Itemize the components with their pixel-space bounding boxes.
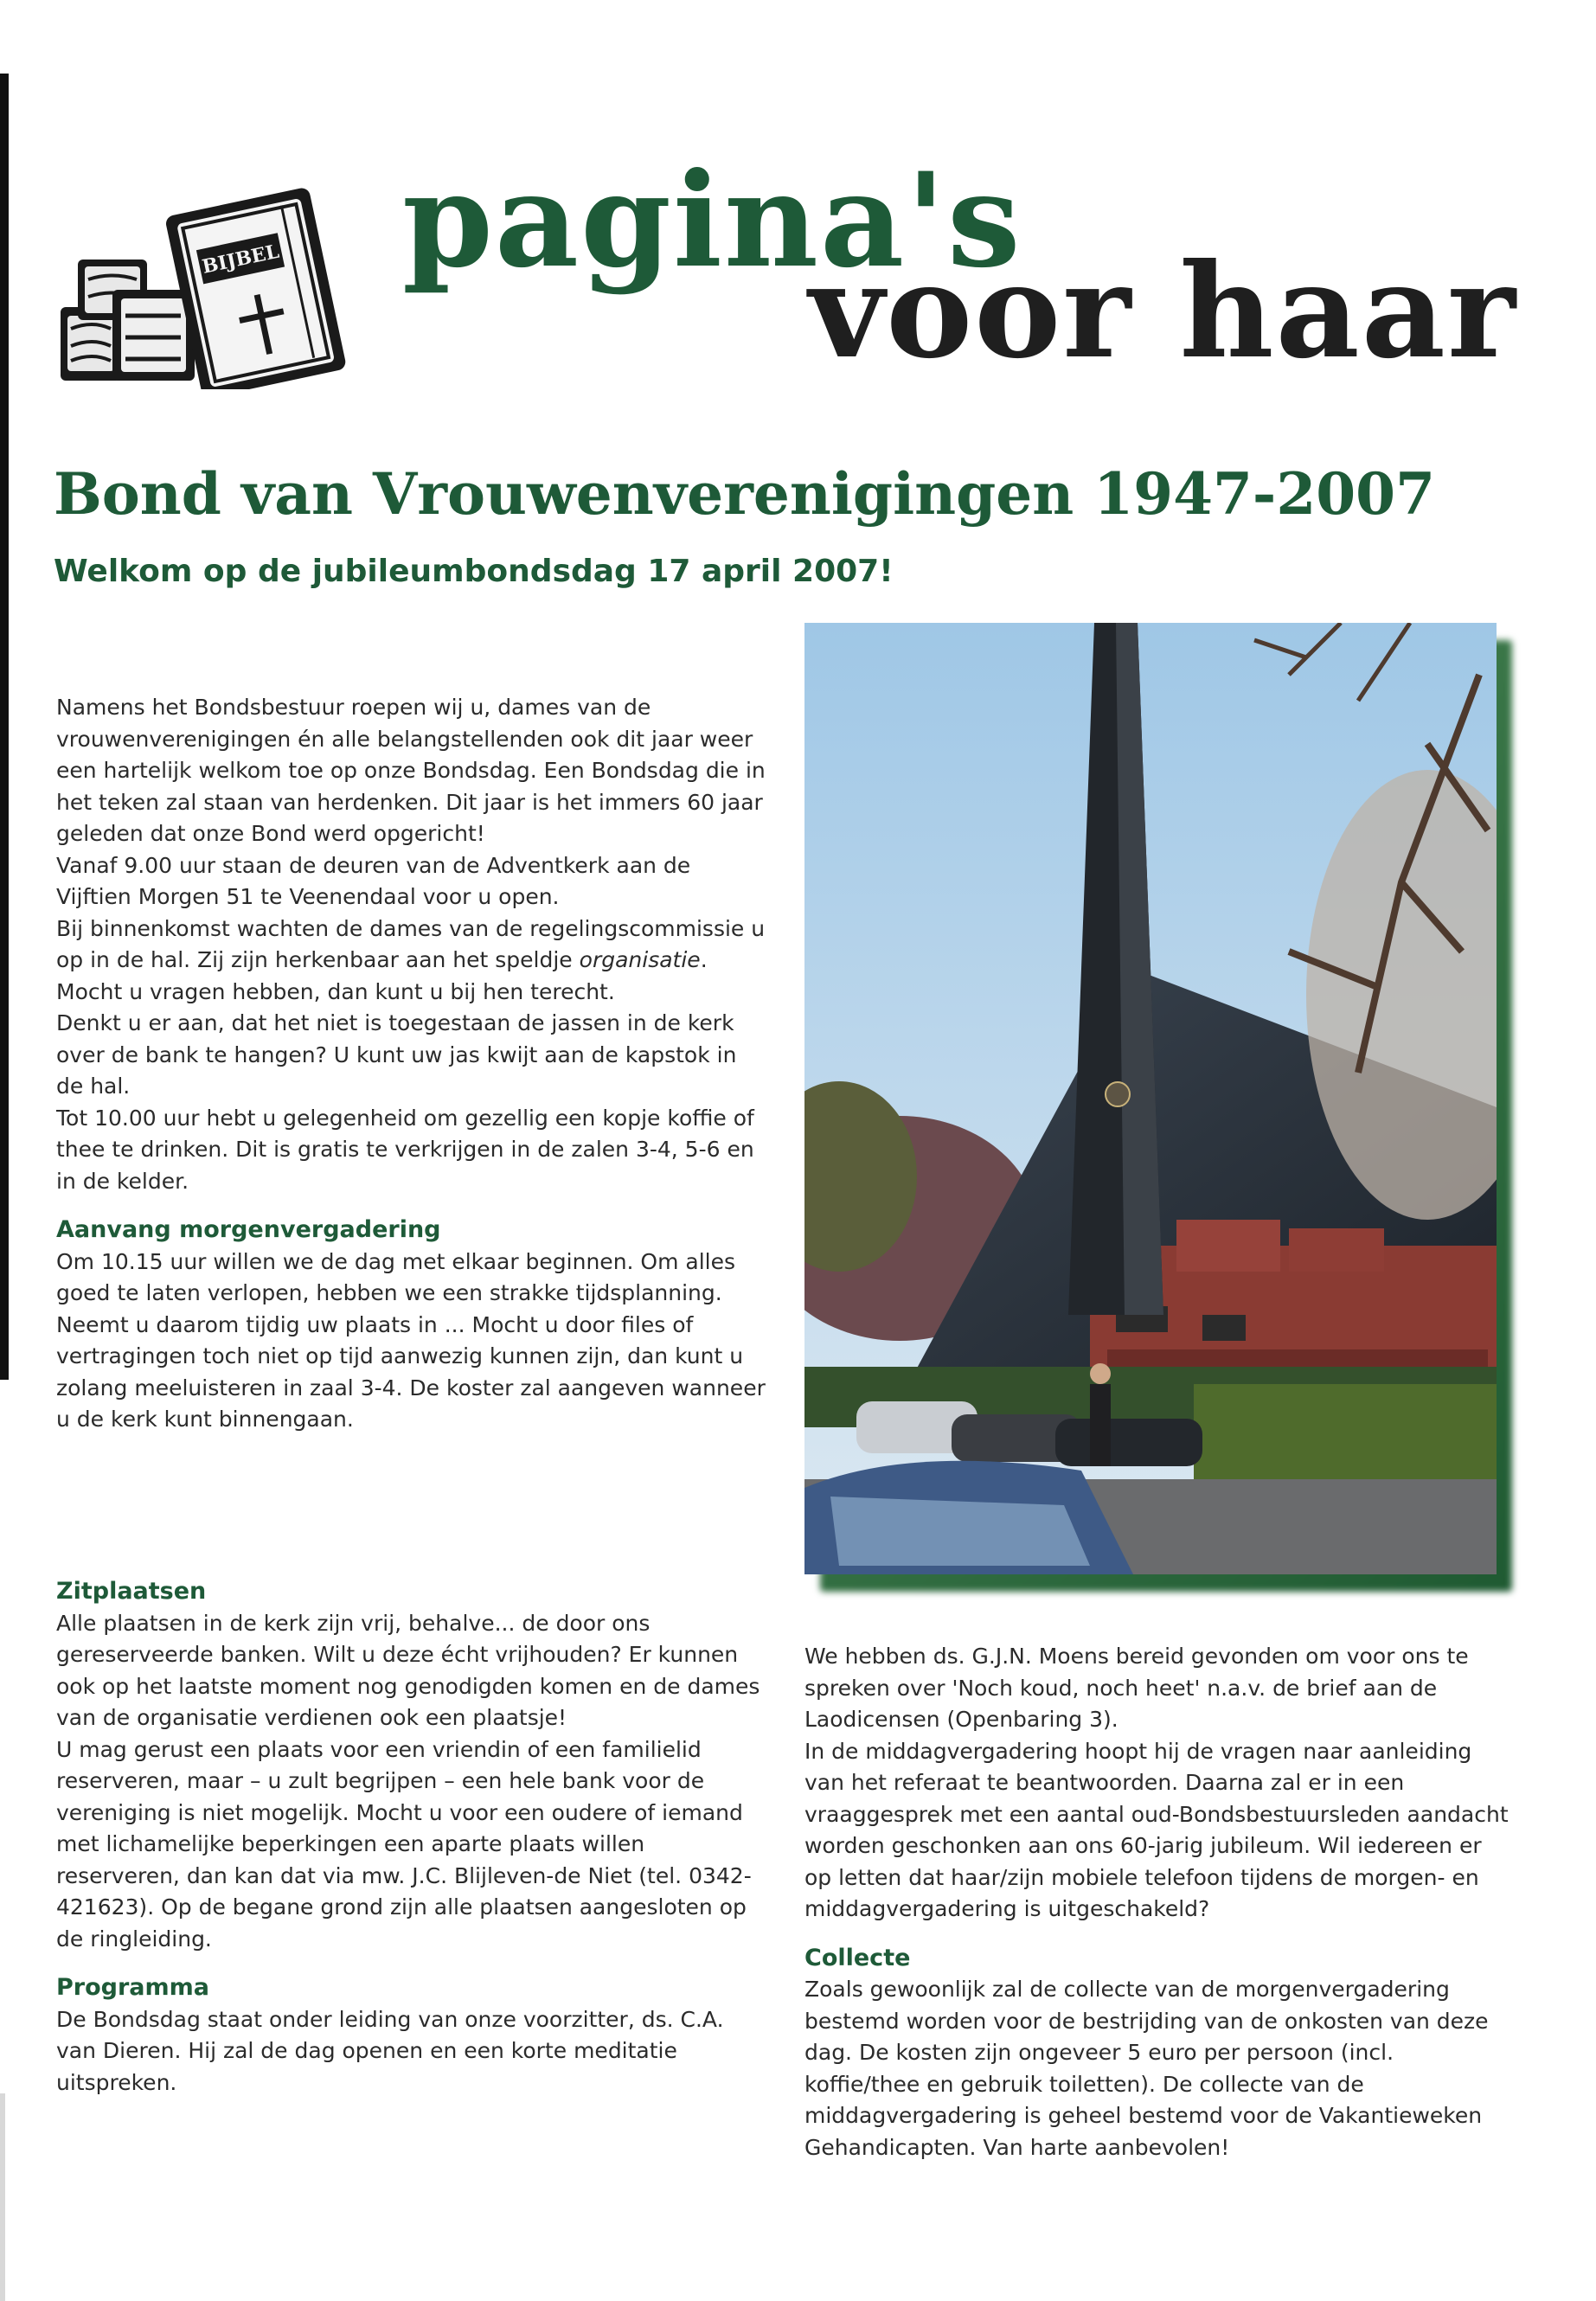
- scan-edge-bar: [0, 74, 9, 1380]
- intro-paragraph-3-tail: . Mocht u vragen hebben, dan kunt u bij hen terecht.: [56, 947, 708, 1004]
- church-photo-image: [804, 623, 1497, 1574]
- intro-paragraph-1: Namens het Bondsbestuur roepen wij u, dames van de vrouwenverenigingen én alle belangstellenden ook dit jaar weer een hartelijk welkom toe op onze Bondsdag. Een Bondsdag die in het teken zal staan van herdenken. Dit jaar is het immers 60 jaar geleden dat onze Bond werd opgericht!: [56, 695, 766, 846]
- article-column-left-bottom: [56, 1576, 766, 2099]
- section-heading-programma: Programma: [56, 1974, 210, 2001]
- page-title-line1: pagina's: [402, 144, 1022, 297]
- section-text-zitplaatsen-2: U mag gerust een plaats voor een vriendin of een familielid reserveren, maar – u zult begrijpen – een hele bank voor de vereniging is niet mogelijk. Mocht u voor een oudere of iemand met lichamelijke beperkingen een aparte plaats willen reserveren, dan kan dat via mw. J.C. Blijleven-de Niet (tel. 0342-421623). Op de begane grond zijn alle plaatsen aangesloten op de ringleiding.: [56, 1736, 752, 1952]
- section-heading-zitplaatsen: Zitplaatsen: [56, 1578, 207, 1605]
- article-column-left-top: [56, 692, 766, 1436]
- article-column-right: [804, 1641, 1509, 2163]
- section-heading-collecte: Collecte: [804, 1944, 911, 1971]
- intro-paragraph-3: [56, 913, 766, 1009]
- church-photo: [804, 623, 1505, 1587]
- intro-paragraph-3-text: Bij binnenkomst wachten de dames van de regelingscommissie u op in de hal. Zij zijn herkenbaar aan het speldje: [56, 915, 766, 972]
- section-text-programma-1: De Bondsdag staat onder leiding van onze voorzitter, ds. C.A. van Dieren. Hij zal de dag openen en een korte meditatie uitspreken.: [56, 2006, 724, 2095]
- page-title-line2: voor haar: [809, 235, 1517, 388]
- intro-paragraph-5: Tot 10.00 uur hebt u gelegenheid om gezellig een kopje koffie of thee te drinken. Dit is gratis te verkrijgen in de zalen 3-4, 5-6 en in de kelder.: [56, 1105, 754, 1194]
- section-text-programma-3: In de middagvergadering hoopt hij de vragen naar aanleiding van het referaat te beantwoorden. Daarna zal er in een vraaggesprek met een aantal oud-Bondsbestuursleden aandacht worden geschonken aan ons 60-jarig jubileum. Wil iedereen er op letten dat haar/zijn mobiele telefoon tijdens de morgen- en middagvergadering is uitgeschakeld?: [804, 1738, 1509, 1921]
- intro-paragraph-4: Denkt u er aan, dat het niet is toegestaan de jassen in de kerk over de bank te hangen? U kunt uw jas kwijt aan de kapstok in de hal.: [56, 1010, 737, 1099]
- article-headline: Bond van Vrouwenverenigingen 1947-2007: [54, 460, 1436, 528]
- section-text-collecte: Zoals gewoonlijk zal de collecte van de morgenvergadering bestemd worden voor de bestrijding van de onkosten van deze dag. De kosten zijn ongeveer 5 euro per persoon (incl. koffie/thee en gebruik toiletten). De collecte van de middagvergadering is geheel bestemd voor de Vakantieweken Gehandicapten. Van harte aanbevolen!: [804, 1977, 1489, 2160]
- intro-organisatie-term: organisatie: [579, 947, 701, 972]
- svg-text:BIJBEL: BIJBEL: [200, 240, 281, 279]
- section-text-morgen: Om 10.15 uur willen we de dag met elkaar beginnen. Om alles goed te laten verlopen, hebben we een strakke tijdsplanning. Neemt u daarom tijdig uw plaats in ... Mocht u door files of vertragingen toch niet op tijd aanwezig kunnen zijn, dan kunt u zolang meeluisteren in zaal 3-4. De koster zal aangeven wanneer u de kerk kunt binnengaan.: [56, 1248, 766, 1432]
- scan-edge-shadow: [0, 2093, 5, 2301]
- section-text-programma-2: We hebben ds. G.J.N. Moens bereid gevonden om voor ons te spreken over 'Noch koud, noch heet' n.a.v. de brief aan de Laodicensen (Openbaring 3).: [804, 1644, 1469, 1732]
- section-text-zitplaatsen-1: Alle plaatsen in de kerk zijn vrij, behalve... de door ons gereserveerde banken. Wilt u deze écht vrijhouden? Er kunnen ook op het laatste moment nog genodigden komen en de dames van de organisatie verdienen ook een plaatsje!: [56, 1610, 760, 1730]
- section-heading-morgen: Aanvang morgenvergadering: [56, 1216, 441, 1243]
- intro-paragraph-2: Vanaf 9.00 uur staan de deuren van de Adventkerk aan de Vijftien Morgen 51 te Veenendaal voor u open.: [56, 852, 691, 909]
- books-logo-icon: [52, 177, 355, 389]
- article-subheadline: Welkom op de jubileumbondsdag 17 april 2007!: [54, 554, 894, 589]
